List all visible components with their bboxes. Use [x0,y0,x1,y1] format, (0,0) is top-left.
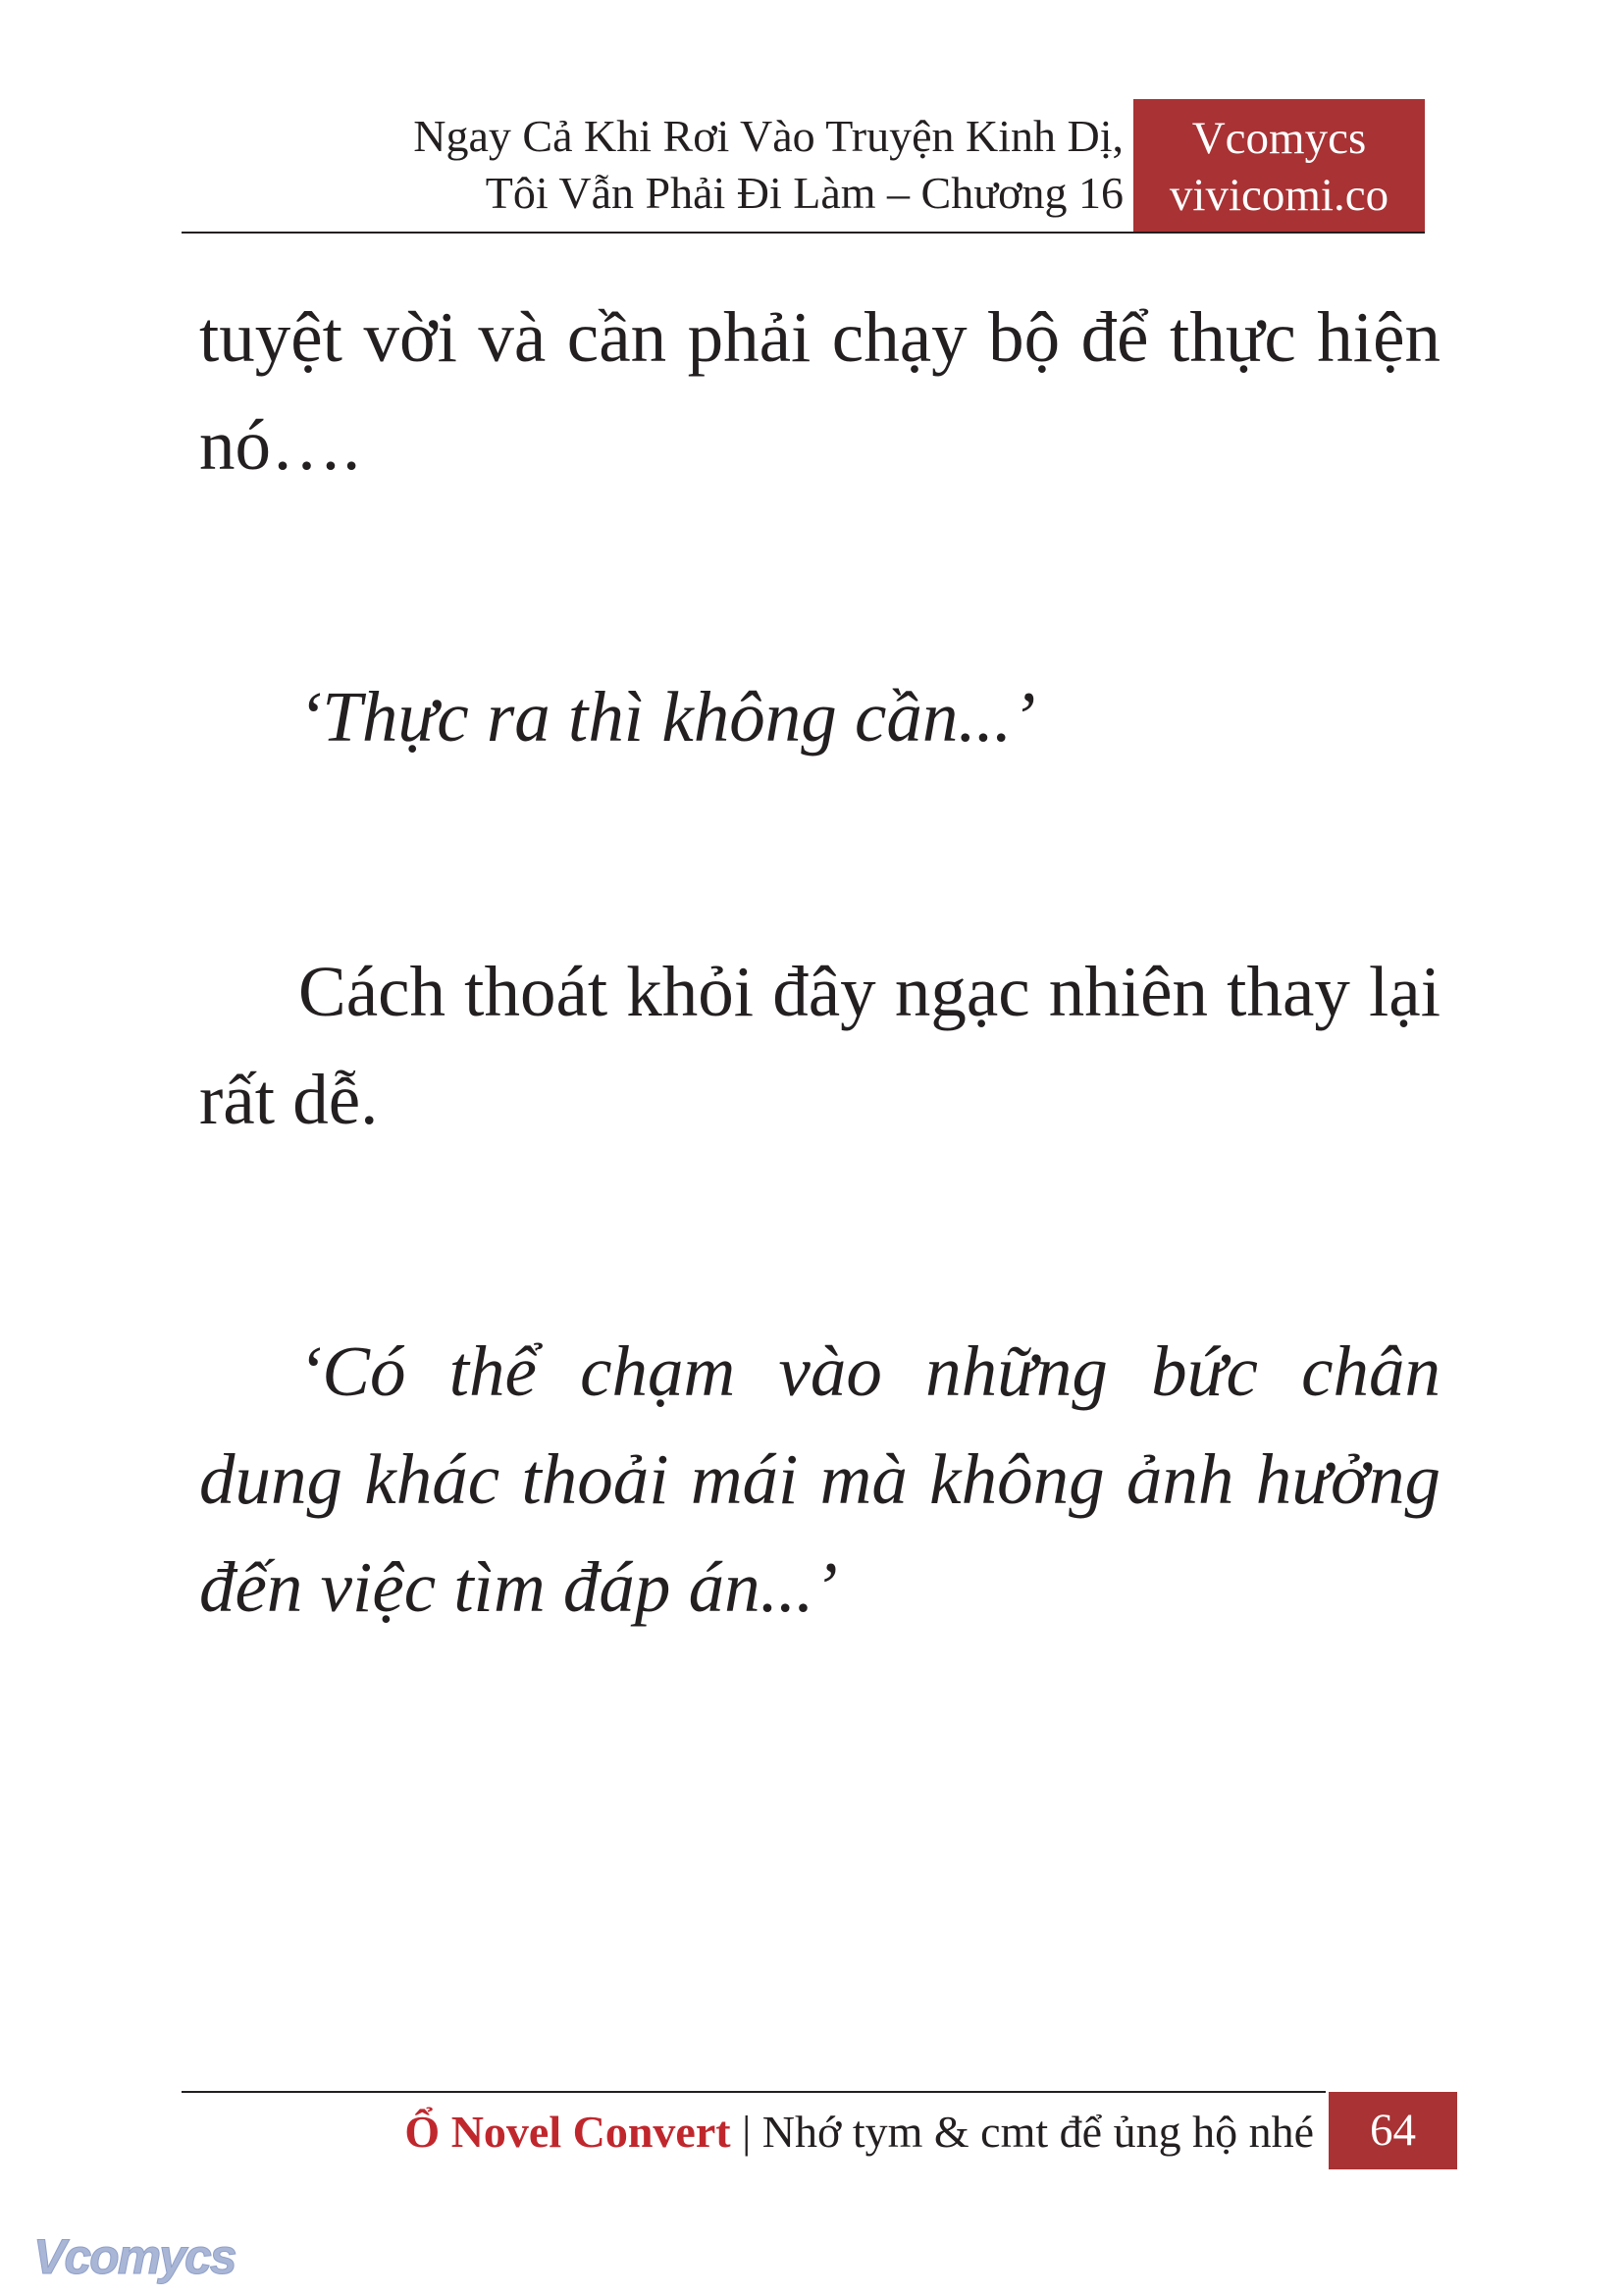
paragraph-4: ‘Có thể chạm vào những bức chân dung khác thoải mái mà không ảnh hưởng đến việc tìm đáp án...’ [199,1331,1441,1627]
footer-brand: Ổ Novel Convert [404,2107,731,2157]
paragraph-3: Cách thoát khỏi đây ngạc nhiên thay lại rất dễ. [199,952,1441,1139]
chapter-title-line1: Ngay Cả Khi Rơi Vào Truyện Kinh Dị, [413,111,1124,161]
paragraph-2: ‘Thực ra thì không cần...’ [298,677,1036,756]
chapter-title-line2: Tôi Vẫn Phải Đi Làm – Chương 16 [485,168,1124,218]
svg-text:Vcomycs: Vcomycs [33,2229,236,2284]
page-number: 64 [1329,2092,1457,2169]
chapter-title [413,108,1124,222]
site-brand-url: vivicomi.co [1169,170,1389,221]
footer-note [404,2100,1314,2165]
vcomycs-watermark-logo [29,2222,245,2291]
footer-message: Nhớ tym & cmt để ủng hộ nhé [761,2107,1314,2157]
footer-separator: | [730,2107,762,2157]
footer-divider [182,2091,1326,2093]
site-brand-name: Vcomycs [1191,113,1367,164]
paragraph-1: tuyệt vời và cần phải chạy bộ để thực hiện nó…. [199,297,1441,485]
site-brand-box [1133,99,1425,233]
header-divider [182,232,1425,234]
